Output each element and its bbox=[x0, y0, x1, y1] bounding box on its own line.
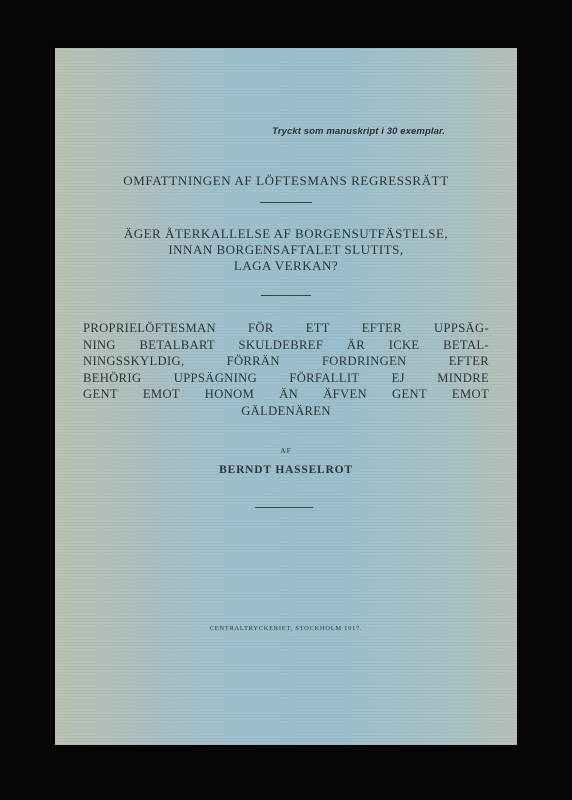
divider-rule bbox=[261, 295, 311, 296]
thesis-statement bbox=[83, 320, 489, 419]
thesis-line: PROPRIELÖFTESMAN FÖR ETT EFTER UPPSÄG- bbox=[83, 321, 489, 335]
divider-rule bbox=[255, 507, 313, 508]
subtitle-line: LAGA VERKAN? bbox=[233, 258, 339, 273]
subtitle-line: ÄGER ÅTERKALLELSE AF BORGENSUTFÄSTELSE, bbox=[123, 226, 449, 241]
thesis-line: NINGSSKYLDIG, FÖRRÄN FORDRINGEN EFTER bbox=[83, 354, 489, 368]
author-name: BERNDT HASSELROT bbox=[219, 464, 353, 476]
pamphlet-cover bbox=[55, 48, 517, 745]
divider-rule bbox=[260, 202, 312, 203]
print-run-note: Tryckt som manuskript i 30 exemplar. bbox=[272, 126, 445, 137]
thesis-line: GENT EMOT HONOM ÄN ÄFVEN GENT EMOT bbox=[83, 387, 489, 401]
thesis-line: NING BETALBART SKULDEBREF ÄR ICKE BETAL- bbox=[83, 337, 489, 352]
printer-imprint: CENTRALTRYCKERIET, STOCKHOLM 1917. bbox=[209, 625, 363, 632]
main-title: OMFATTNINGEN AF LÖFTESMANS REGRESSRÄTT bbox=[123, 173, 449, 188]
by-label: AF bbox=[280, 446, 292, 455]
subtitle-line: INNAN BORGENSAFTALET SLUTITS, bbox=[168, 242, 404, 257]
thesis-line: BEHÖRIG UPPSÄGNING FÖRFALLIT EJ MINDRE bbox=[83, 370, 489, 385]
thesis-line: GÄLDENÄREN bbox=[241, 403, 331, 418]
subtitle-question bbox=[83, 226, 489, 274]
